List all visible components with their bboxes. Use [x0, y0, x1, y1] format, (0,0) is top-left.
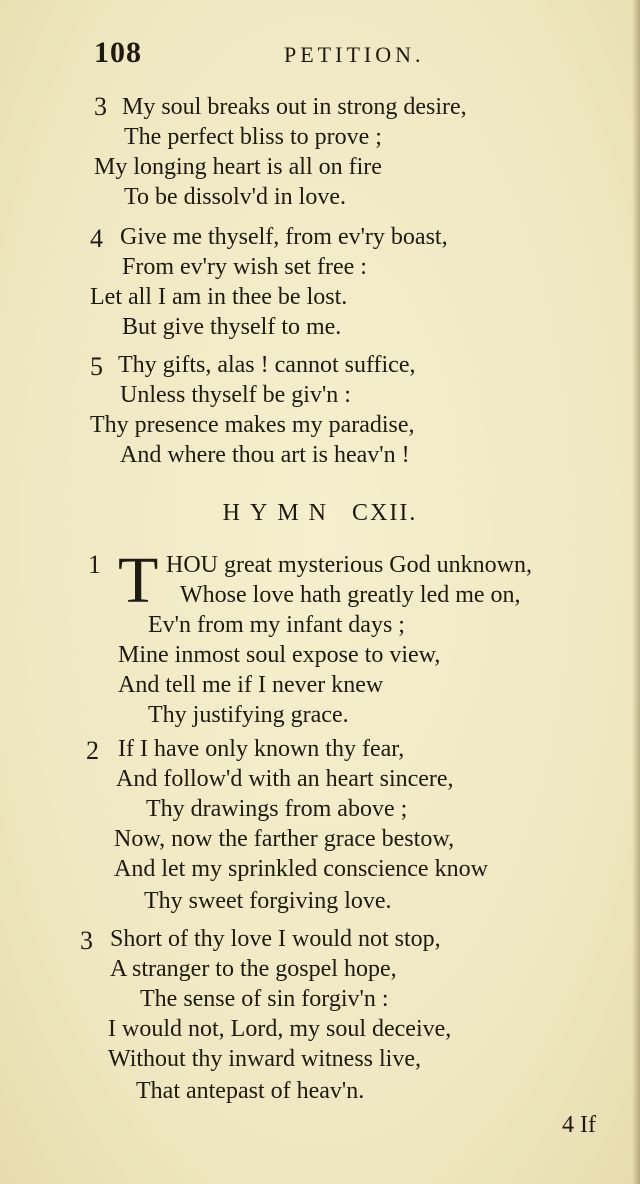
verse-line: Give me thyself, from ev'ry boast, [120, 224, 448, 250]
verse-line: Unless thyself be giv'n : [120, 382, 351, 408]
verse-line: And follow'd with an heart sincere, [116, 766, 454, 792]
hymn-label: HYMN [222, 500, 336, 526]
verse-line: Without thy inward witness live, [108, 1046, 421, 1072]
page-number: 108 [94, 36, 142, 69]
verse-line: A stranger to the gospel hope, [110, 956, 397, 982]
verse-line: My soul breaks out in strong desire, [122, 94, 467, 120]
verse-line: Mine inmost soul expose to view, [118, 642, 441, 668]
verse-line: My longing heart is all on fire [94, 154, 382, 180]
verse-line: Let all I am in thee be lost. [90, 284, 348, 310]
verse-line: But give thyself to me. [122, 314, 342, 340]
hymn-number: CXII. [352, 500, 418, 526]
verse-line: Now, now the farther grace bestow, [114, 826, 455, 852]
verse-line: HOU great mysterious God unknown, [166, 552, 532, 578]
verse-line: Thy justifying grace. [148, 702, 349, 728]
verse-line: The sense of sin forgiv'n : [140, 986, 389, 1012]
stanza-number: 3 [94, 92, 107, 121]
hymn-title [0, 500, 640, 527]
verse-line: Thy presence makes my paradise, [90, 412, 415, 438]
verse-line: The perfect bliss to prove ; [124, 124, 382, 150]
stanza-number: 3 [80, 926, 93, 955]
catchword: 4 If [562, 1112, 596, 1138]
verse-line: Thy drawings from above ; [146, 796, 408, 822]
verse-line: And where thou art is heav'n ! [120, 442, 410, 468]
verse-line: And tell me if I never knew [118, 672, 384, 698]
verse-line: Thy sweet forgiving love. [144, 888, 392, 914]
verse-line: Thy gifts, alas ! cannot suffice, [118, 352, 416, 378]
stanza-number: 4 [90, 224, 103, 253]
stanza-number: 1 [88, 550, 101, 579]
verse-line: To be dissolv'd in love. [124, 184, 346, 210]
page-gutter-shadow [632, 0, 640, 1184]
verse-line: From ev'ry wish set free : [122, 254, 367, 280]
verse-line: If I have only known thy fear, [118, 736, 405, 762]
verse-line: That antepast of heav'n. [136, 1078, 365, 1104]
verse-line: Whose love hath greatly led me on, [180, 582, 521, 608]
verse-line: And let my sprinkled conscience know [114, 856, 488, 882]
stanza-number: 2 [86, 736, 99, 765]
verse-line: Ev'n from my infant days ; [148, 612, 405, 638]
verse-line: I would not, Lord, my soul deceive, [108, 1016, 452, 1042]
drop-cap: T [118, 544, 159, 617]
stanza-number: 5 [90, 352, 103, 381]
running-title: PETITION. [284, 42, 425, 67]
verse-line: Short of thy love I would not stop, [110, 926, 441, 952]
page-header [94, 36, 564, 76]
